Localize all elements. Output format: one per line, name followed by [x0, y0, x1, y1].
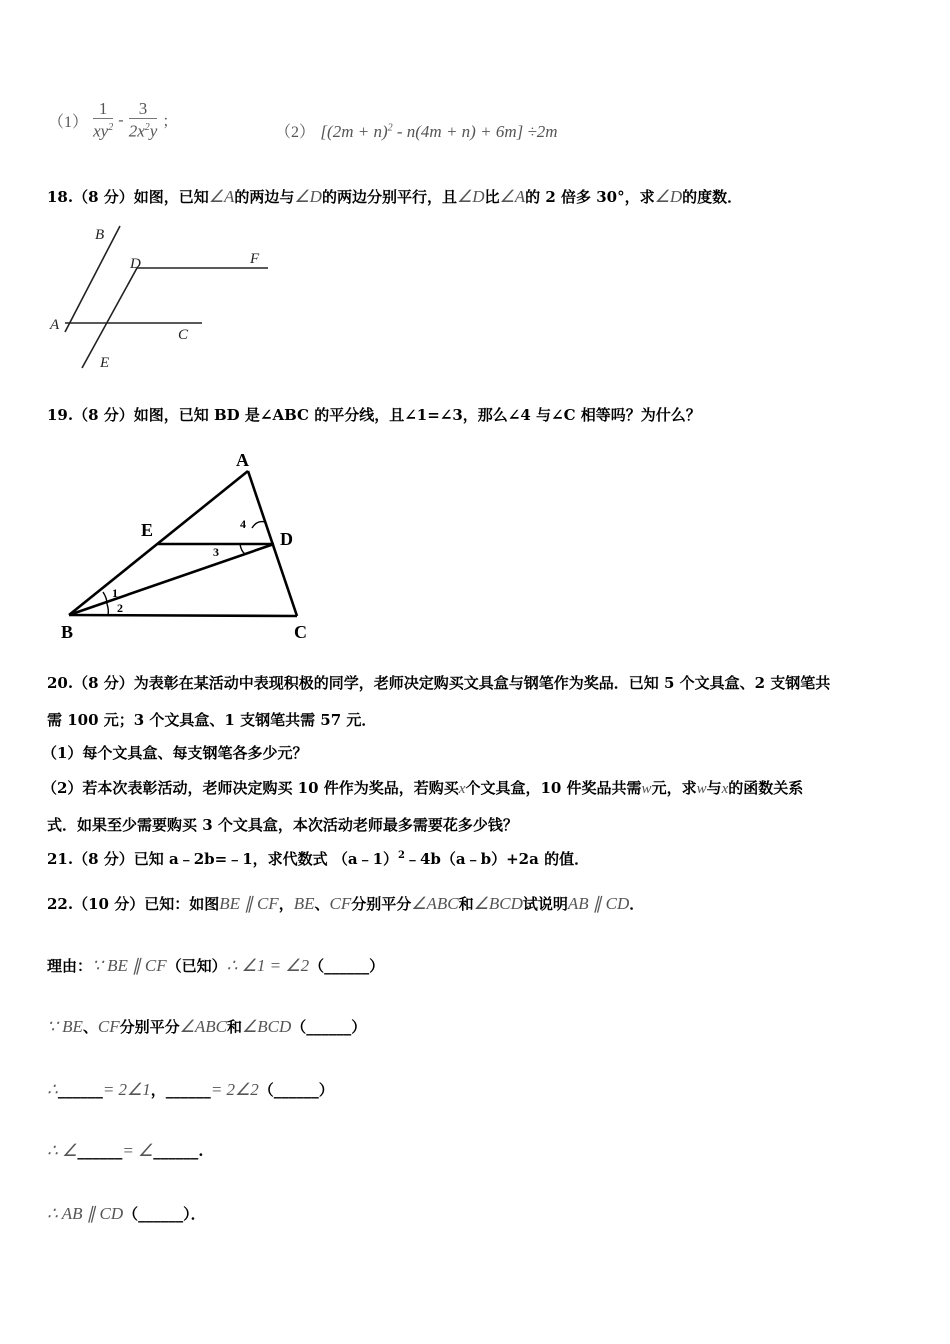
q19-figure — [55, 448, 325, 643]
q18-label-D: D — [130, 256, 141, 272]
q22-reason-3: ∴______= 2∠1，______= 2∠2（______） — [47, 1080, 334, 1099]
q17-fraction-2 — [129, 100, 158, 141]
q19-label-D: D — [280, 529, 293, 549]
q17-f1-den: $xy^2$ — [93, 121, 114, 141]
q18-figure — [40, 220, 280, 375]
q20-sub2: （2）若本次表彰活动，老师决定购买 10 件作为奖品，若购买x个文具盒，10 件奖品共需w元，求w与x的函数关系 — [42, 779, 804, 797]
q21-question: 21.（8 分）已知 a﹣2b=﹣1，求代数式 （a﹣1）$^2$﹣4b（a﹣b）+2a 的值． — [47, 850, 590, 868]
q19-label-2: 2 — [117, 601, 123, 615]
q19-line-BC — [69, 615, 297, 616]
q17-part2 — [275, 119, 558, 142]
q17-expression: $[(2m + n)^2 - n(4m + n) + 6m] \div 2m$ — [320, 122, 558, 141]
q17-semicolon: ； — [162, 113, 178, 130]
q17-fraction-1 — [93, 100, 113, 141]
q17-f2-den: $2x^2y$ — [128, 121, 158, 141]
q19-label-C: C — [294, 622, 307, 642]
q20-line2: 需 100 元；3 个文具盒、1 支钢笔共需 57 元． — [47, 711, 377, 729]
q20-line5: 式．如果至少需要购买 3 个文具盒，本次活动老师最多需要花多少钱？ — [47, 816, 518, 834]
q22-reason-5: ∴ AB ∥ CD（______）． — [47, 1204, 206, 1223]
q22-reason-2: ∵ BE、CF分别平分∠ABC和∠BCD（______） — [47, 1017, 367, 1036]
q19-label-4: 4 — [240, 517, 246, 531]
q18-label-F: F — [250, 251, 260, 267]
q19-arc-2 — [107, 604, 108, 615]
q17-f1-num: 1 — [93, 100, 113, 119]
q19-line-BD — [69, 544, 274, 615]
q19-label-B: B — [61, 622, 74, 642]
q17-part1 — [48, 100, 177, 141]
q19-arc-3 — [240, 544, 245, 554]
q22-question: 22.（10 分）已知：如图BE ∥ CF，BE、CF分别平分∠ABC和∠BCD试说明AB ∥ CD． — [47, 894, 645, 913]
q17-p1-label: （1） — [48, 113, 89, 131]
q17-p2-label: （2） — [275, 124, 316, 141]
q19-label-3: 3 — [213, 545, 219, 559]
q19-label-E: E — [141, 520, 154, 540]
q19-question: 19.（8 分）如图，已知 BD 是∠ABC 的平分线，且∠1=∠3，那么∠4 与∠C 相等吗？为什么？ — [47, 406, 701, 424]
q17-minus: - — [118, 111, 124, 129]
q18-line-AB — [65, 226, 120, 332]
q19-arc-4 — [252, 522, 265, 528]
q17-f2-num: 3 — [129, 100, 158, 119]
q18-question: 18.（8 分）如图，已知∠A的两边与∠D的两边分别平行，且∠D比∠A的 2 倍多 30°，求∠D的度数． — [47, 187, 743, 206]
q18-label-C: C — [178, 327, 189, 343]
q22-reason-1: 理由：∵ BE ∥ CF（已知）∴ ∠1 = ∠2（______） — [47, 956, 385, 975]
q18-label-E: E — [100, 355, 110, 371]
q20-sub1: （1）每个文具盒、每支钢笔各多少元？ — [42, 744, 308, 762]
q22-reason-4: ∴ ∠______= ∠______. — [47, 1141, 204, 1160]
q19-label-1: 1 — [112, 586, 118, 600]
q18-label-B: B — [95, 227, 105, 243]
q19-label-A: A — [236, 450, 249, 470]
q20-line1: 20.（8 分）为表彰在某活动中表现积极的同学，老师决定购买文具盒与钢笔作为奖品．已知 5 个文具盒、2 支钢笔共 — [47, 674, 831, 692]
q18-label-A: A — [50, 317, 60, 333]
